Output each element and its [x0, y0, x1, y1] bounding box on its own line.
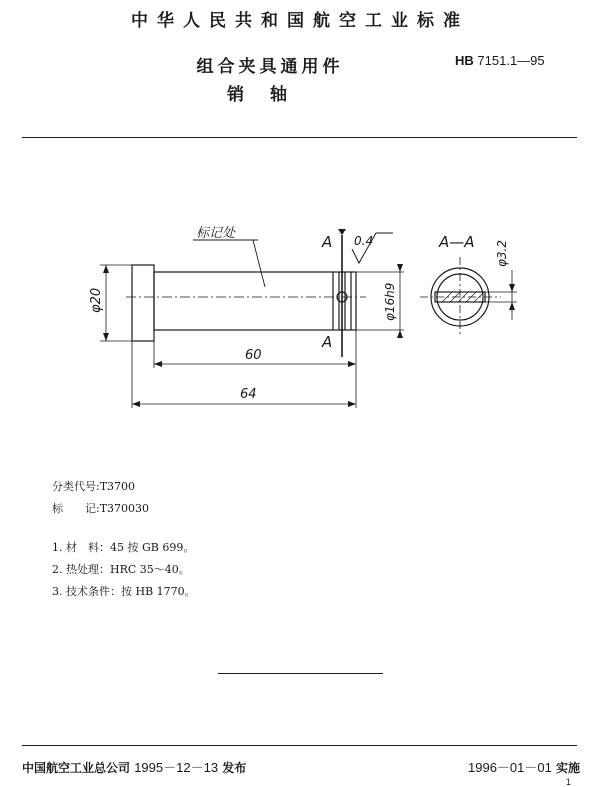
requirement-technical-conditions: 3. 技术条件：按 HB 1770。 — [52, 585, 196, 598]
marking-label: 标记处 — [196, 226, 236, 241]
dim-shaft-diameter: φ16h9 — [383, 282, 397, 321]
document-title-line2: 销轴 — [227, 85, 313, 105]
requirement-heat-treatment: 2. 热处理：HRC 35～40。 — [52, 563, 190, 576]
standard-code-number: 7151.1—95 — [477, 53, 545, 68]
section-marker-bottom: A — [322, 333, 333, 351]
pin-shaft-drawing — [60, 215, 540, 415]
dim-head-diameter: φ20 — [89, 287, 104, 313]
effective-date: 1996－01－01 — [468, 760, 552, 775]
issue-date: 1995－12－13 — [134, 760, 219, 775]
issuer: 中国航空工业总公司 — [22, 761, 131, 775]
effective-statement — [468, 757, 580, 776]
marking-code-label: 标 记: — [52, 502, 100, 515]
dim-shaft-length: 60 — [245, 348, 262, 363]
roughness-value: 0.4 — [354, 234, 374, 248]
classification-code-value: T3700 — [99, 480, 136, 493]
issue-statement — [22, 757, 246, 776]
requirement-material: 1. 材 料：45 按 GB 699。 — [52, 541, 195, 554]
issue-suffix: 发布 — [222, 761, 247, 775]
section-title: A—A — [439, 233, 475, 251]
classification-code — [52, 478, 135, 494]
footer-divider — [22, 745, 577, 746]
document-title-line1: 组合夹具通用件 — [196, 57, 344, 77]
classification-code-label: 分类代号: — [52, 480, 100, 493]
dim-total-length: 64 — [240, 387, 257, 402]
marking-leader — [253, 240, 265, 287]
standard-code-prefix: HB — [455, 53, 474, 68]
marking-code — [52, 500, 149, 516]
header-divider — [22, 137, 577, 138]
effective-suffix: 实施 — [556, 761, 581, 775]
end-mark-divider — [218, 673, 383, 674]
pin-shaft — [154, 272, 356, 330]
marking-code-value: T370030 — [99, 502, 150, 515]
pin-head — [132, 265, 154, 341]
standard-code — [455, 53, 545, 68]
section-marker-top: A — [322, 233, 333, 251]
standard-organization-title: 中华人民共和国航空工业标准 — [131, 11, 469, 31]
page-number: 1 — [566, 777, 572, 787]
dim-hole-diameter: φ3.2 — [495, 240, 509, 267]
